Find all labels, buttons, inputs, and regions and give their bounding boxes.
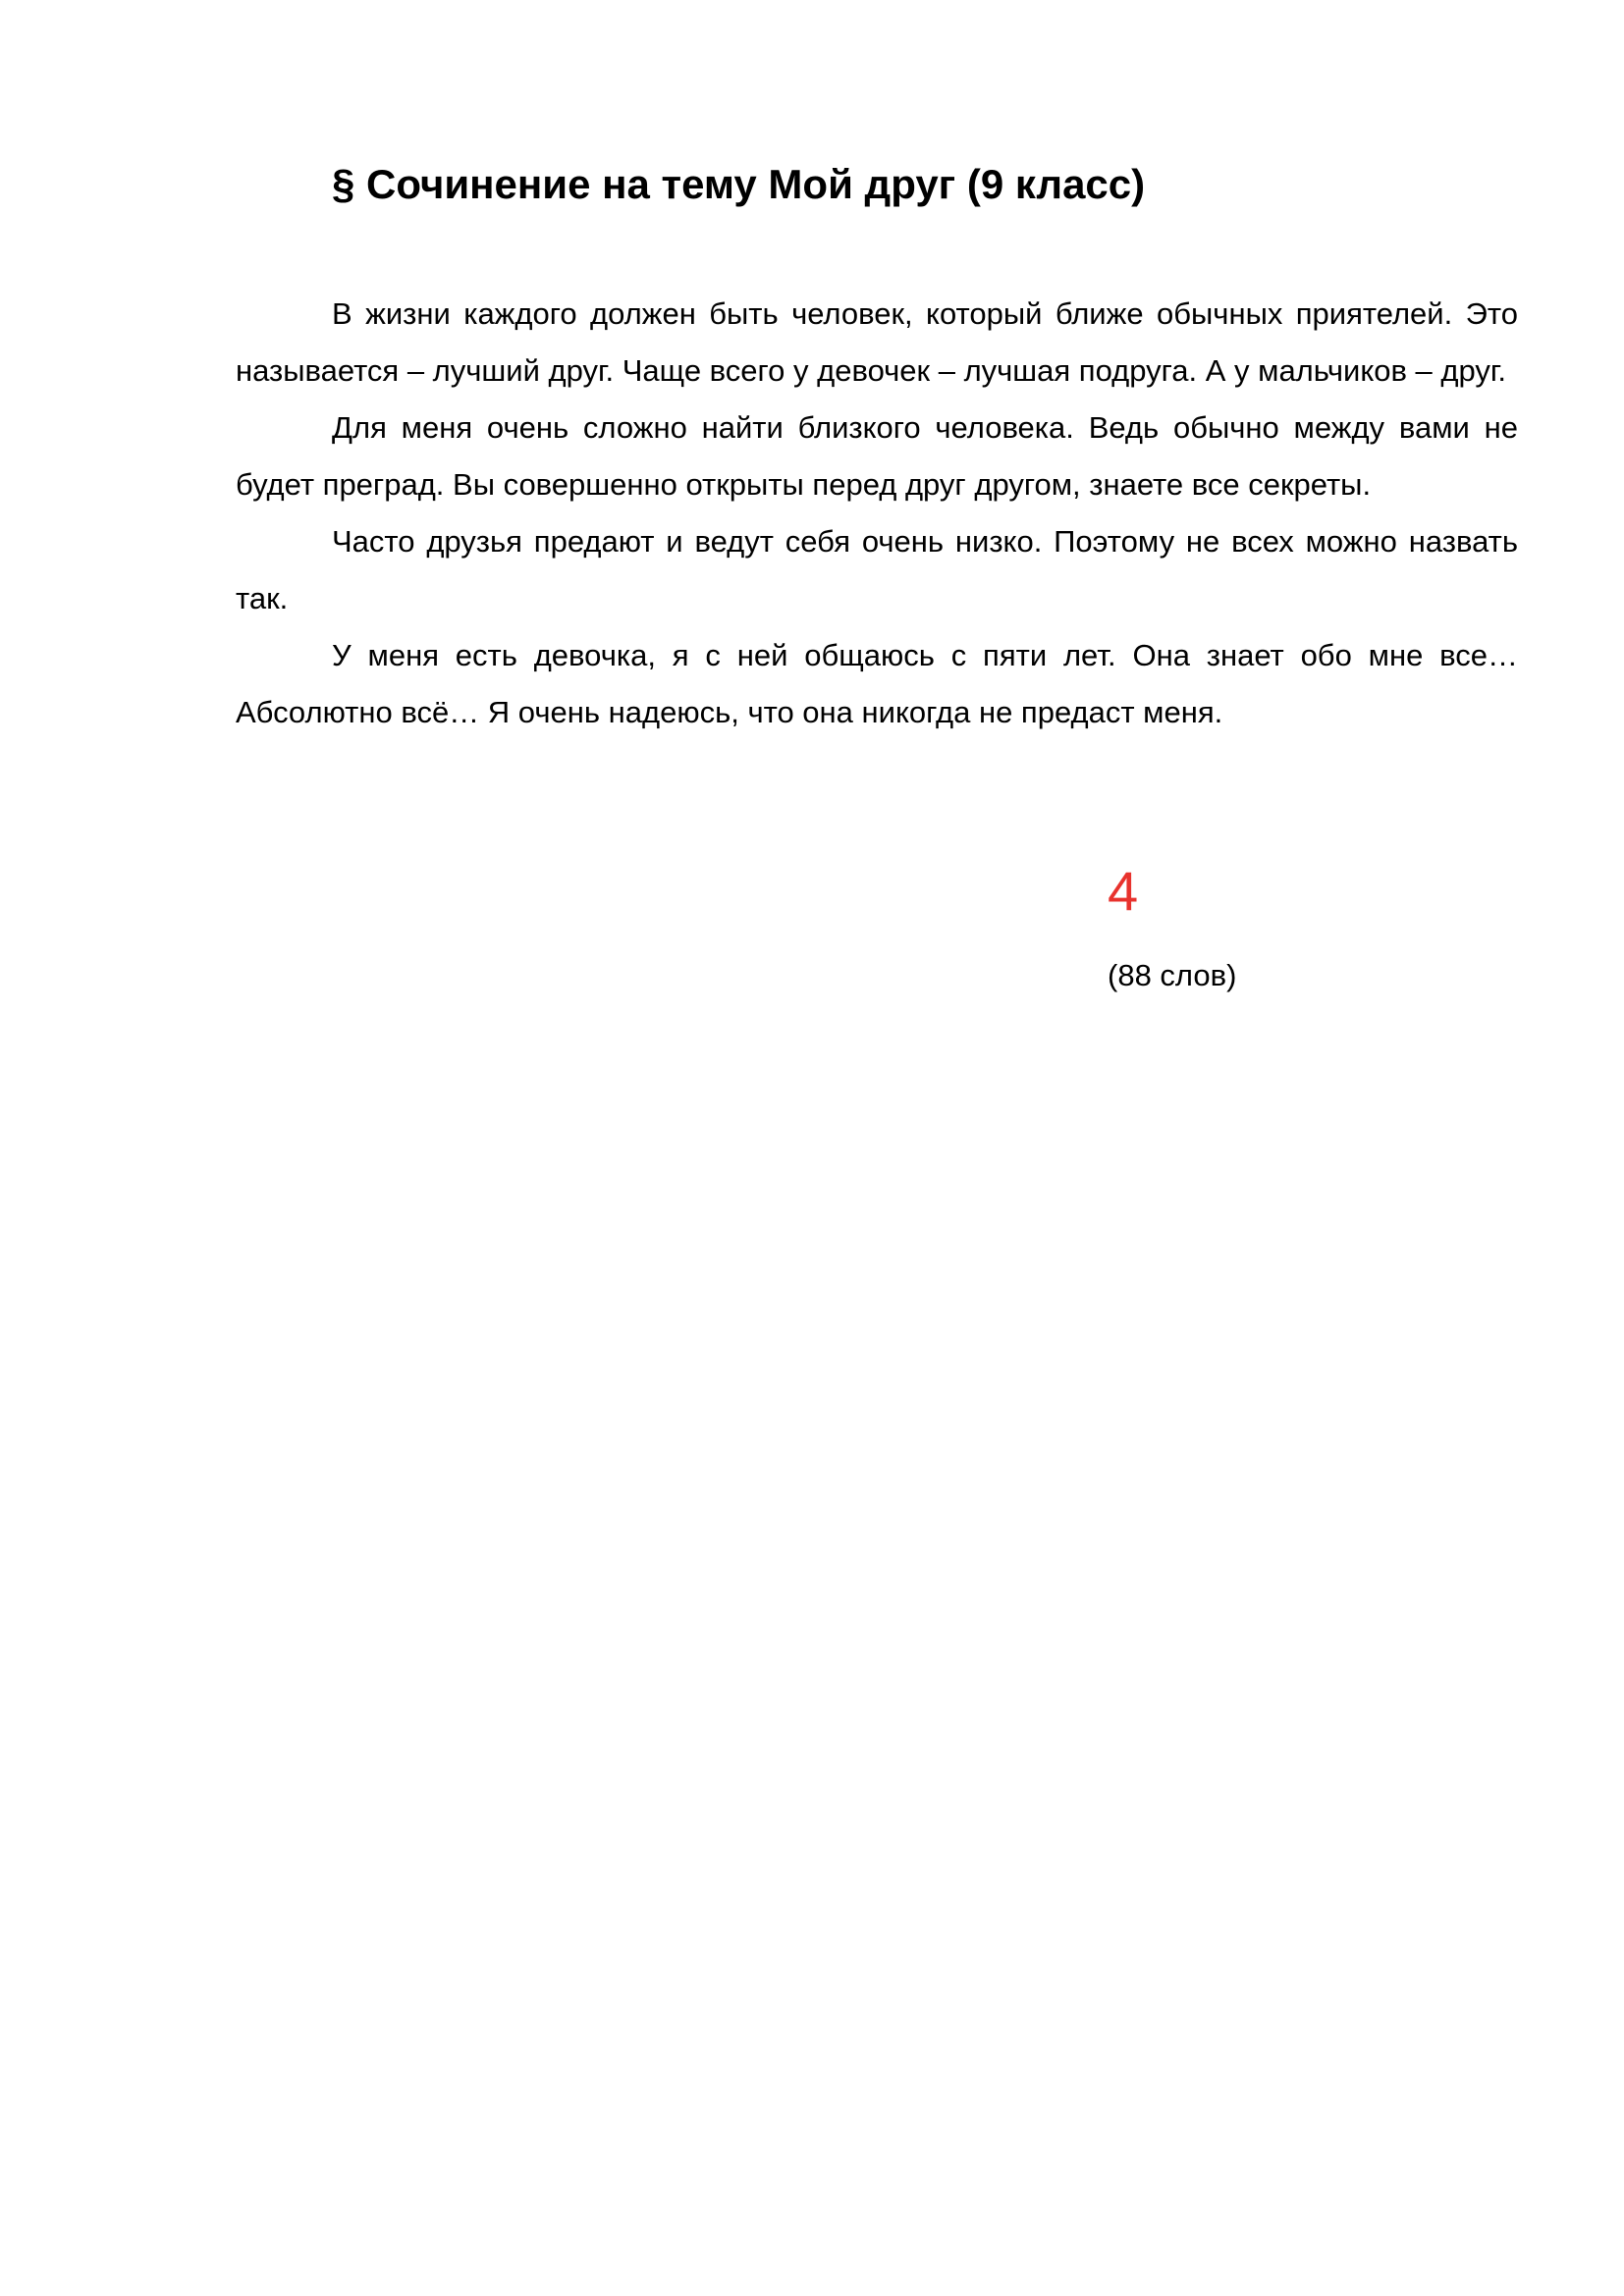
essay-paragraph-1: В жизни каждого должен быть человек, который ближе обычных приятелей. Это называется – лучший друг. Чаще всего у девочек – лучшая подруга. А у мальчиков – друг. (236, 296, 1518, 388)
essay-paragraph-4: У меня есть девочка, я с ней общаюсь с пяти лет. Она знает обо мне все… Абсолютно всё… Я очень надеюсь, что она никогда не предаст меня. (236, 638, 1518, 729)
grade-mark: 4 (1108, 860, 1139, 922)
essay-paragraph-3: Часто друзья предают и ведут себя очень низко. Поэтому не всех можно назвать так. (236, 524, 1518, 615)
word-count: (88 слов) (1108, 958, 1237, 992)
essay-paragraph-2: Для меня очень сложно найти близкого человека. Ведь обычно между вами не будет преград. Вы совершенно открыты перед друг другом, знаете все секреты. (236, 410, 1518, 502)
essay-body (236, 286, 1518, 741)
document-title: § Сочинение на тему Мой друг (9 класс) (332, 161, 1146, 207)
